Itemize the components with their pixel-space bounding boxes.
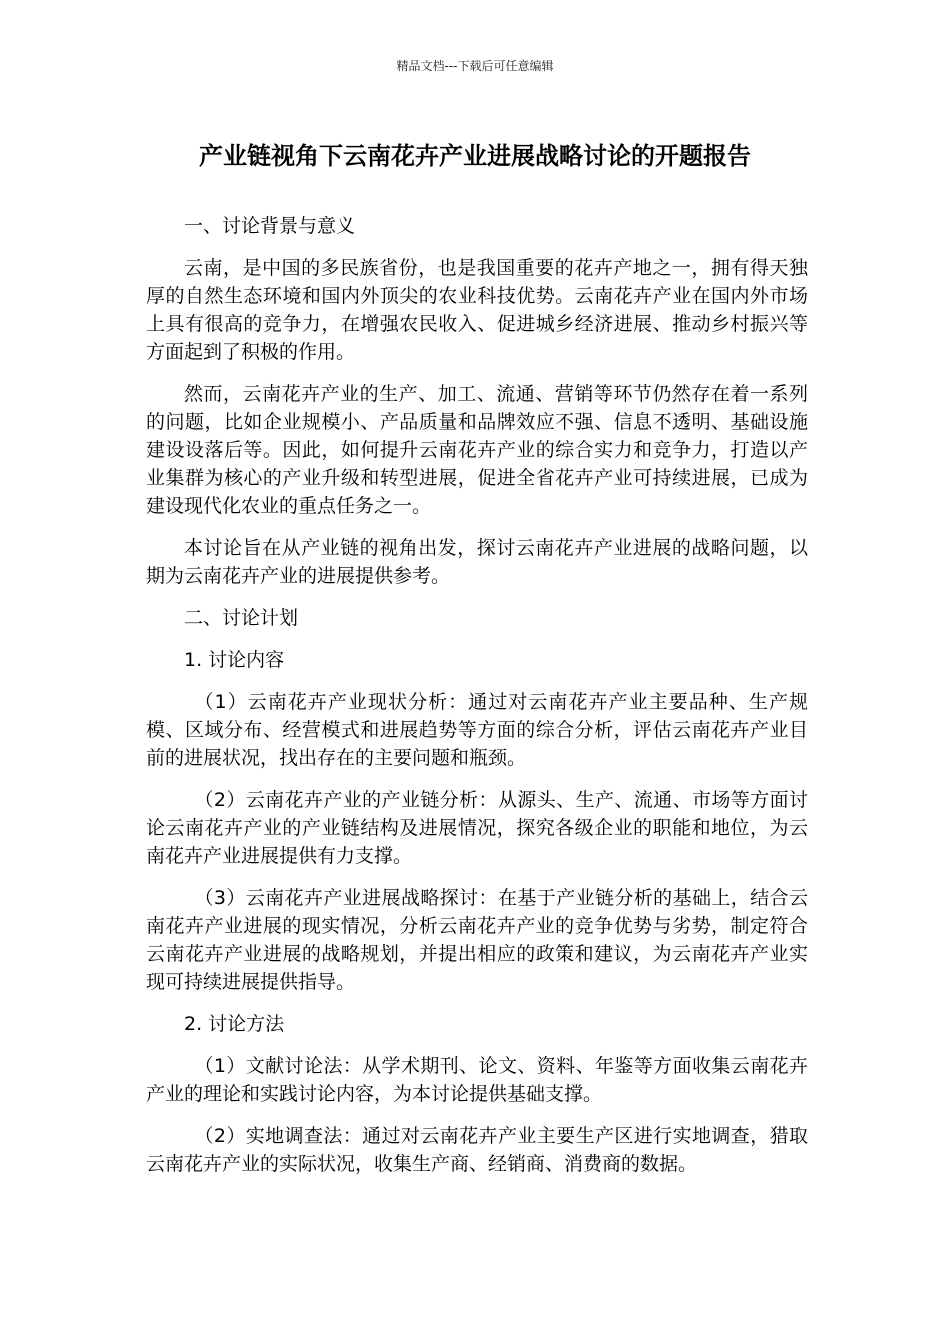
section-heading-background: 一、讨论背景与意义 — [184, 215, 356, 237]
content-item-2: （2）云南花卉产业的产业链分析：从源头、生产、流通、市场等方面讨论云南花卉产业的产业链结构及进展情况，探究各级企业的职能和地位，为云南花卉产业进展提供有力支撑。 — [146, 789, 808, 867]
method-item-1: （1）文献讨论法：从学术期刊、论文、资料、年鉴等方面收集云南花卉产业的理论和实践讨论内容，为本讨论提供基础支撑。 — [146, 1055, 808, 1105]
subheading-methods: 2. 讨论方法 — [184, 1013, 285, 1035]
section-heading-plan: 二、讨论计划 — [184, 607, 299, 629]
document-title: 产业链视角下云南花卉产业进展战略讨论的开题报告 — [199, 142, 751, 170]
paragraph-yunnan-intro: 云南，是中国的多民族省份，也是我国重要的花卉产地之一，拥有得天独厚的自然生态环境和国内外顶尖的农业科技优势。云南花卉产业在国内外市场上具有很高的竞争力，在增强农民收入、促进城乡经济进展、推动乡村振兴等方面起到了积极的作用。 — [146, 257, 808, 363]
content-item-1: （1）云南花卉产业现状分析：通过对云南花卉产业主要品种、生产规模、区域分布、经营模式和进展趋势等方面的综合分析，评估云南花卉产业目前的进展状况，找出存在的主要问题和瓶颈。 — [146, 691, 808, 769]
content-item-3: （3）云南花卉产业进展战略探讨：在基于产业链分析的基础上，结合云南花卉产业进展的现实情况，分析云南花卉产业的竞争优势与劣势，制定符合云南花卉产业进展的战略规划，并提出相应的政策和建议，为云南花卉产业实现可持续进展提供指导。 — [146, 887, 808, 993]
page-header: 精品文档---下载后可任意编辑 — [396, 59, 554, 73]
method-item-2: （2）实地调查法：通过对云南花卉产业主要生产区进行实地调查，猎取云南花卉产业的实际状况，收集生产商、经销商、消费商的数据。 — [146, 1125, 808, 1175]
paragraph-problems: 然而，云南花卉产业的生产、加工、流通、营销等环节仍然存在着一系列的问题，比如企业规模小、产品质量和品牌效应不强、信息不透明、基础设施建设设落后等。因此，如何提升云南花卉产业的综合实力和竞争力，打造以产业集群为核心的产业升级和转型进展，促进全省花卉产业可持续进展，已成为建设现代化农业的重点任务之一。 — [146, 383, 808, 517]
subheading-content: 1. 讨论内容 — [184, 649, 285, 671]
document-body — [146, 212, 808, 1192]
paragraph-purpose: 本讨论旨在从产业链的视角出发，探讨云南花卉产业进展的战略问题，以期为云南花卉产业的进展提供参考。 — [146, 537, 808, 587]
